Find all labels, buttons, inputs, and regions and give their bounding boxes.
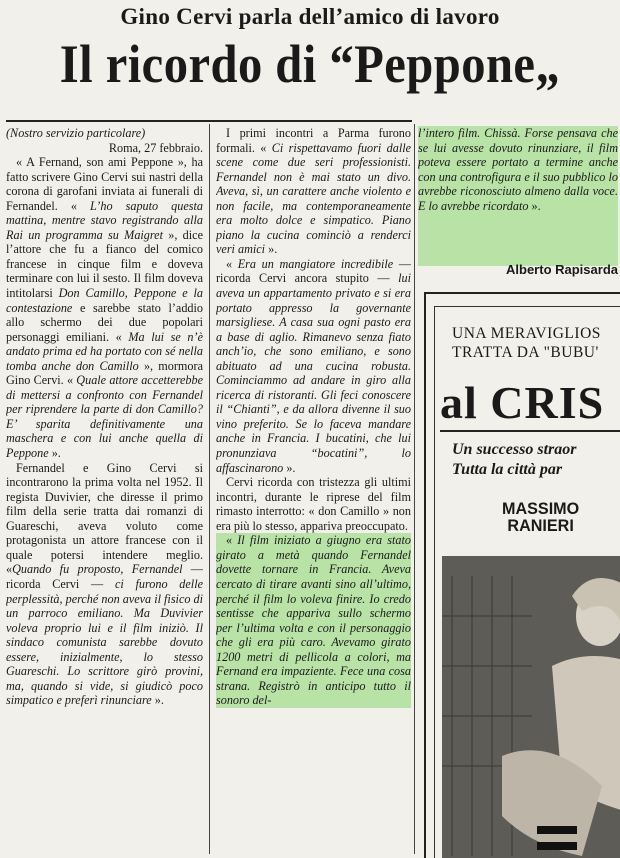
column-divider-2 [414,124,415,854]
paragraph: Fernandel e Gino Cervi si incontrarono la prima volta nel 1952. Il regista Duvivier, che diresse il primo film della serie tratta dai romanzi di Guareschi, aveva voluto come protagonista un attore francese con il quale potersi intendere meglio. «Quando fu proposto, Fernandel — ricorda Cervi — ci furono delle perplessità, perché non aveva il fisico di un parroco emiliano. Ma Duvivier voleva proprio lui e il film iniziò. Il sindaco comunista sarebbe dovuto essere, inizialmente, lo stesso Guareschi. Lo scrittore girò provini, ma, quando si vide, si giudicò poco simpatico e preferì rinunciare ». [6,460,203,708]
article-column-3 [418,126,618,266]
cinema-advertisement [424,292,620,858]
ad-divider [440,430,620,432]
article-column-1 [6,126,203,854]
dateline-place: Roma, 27 febbraio. [108,140,203,155]
ad-tagline: UNA MERAVIGLIOS TRATTA DA "BUBU' [452,325,601,361]
headline-rule [6,120,412,122]
article-column-2 [216,126,411,854]
paragraph: Cervi ricorda con tristezza gli ultimi incontri, durante le riprese del film rimasto interrotto: « don Camillo » non era più lo stesso, appariva preoccupato. [216,475,411,533]
column-divider-1 [209,124,210,854]
highlighted-paragraph: « Il film iniziato a giugno era stato girato a metà quando Fernandel dovette tornare in Francia. Aveva cercato di tirare avanti sino all’ultimo, perché il film lo voleva finire. Io credo sentisse che appariva sullo schermo per l’ultima volta e con il personaggio che gli era più caro. Avevamo girato 1200 metri di pellicola a colori, ma Fernand era impaziente. Fece una cosa strana. Registrò in anticipo tutto il sonoro del- [216,533,411,708]
ad-photo [442,556,620,858]
article-headline: Il ricordo di “Peppone„ [59,34,561,94]
ad-star-name: MASSIMO RANIERI [502,499,580,535]
paragraph: I primi incontri a Parma furono formali. « Ci rispettavamo fuori dalle scene come due seri professionisti. Fernandel non è mai stato un divo. Aveva, sì, un carattere anche violento e non facile, ma contemporaneamente era molto dolce e simpatico. Piano piano la cucina cominciò a renderci veri amici ». [216,126,411,257]
dateline [6,126,203,141]
ad-title: al CRIS [440,377,605,428]
paragraph: « A Fernand, son ami Peppone », ha fatto scrivere Gino Cervi sui nastri della corona di garofani inviata ai funerali di Fernandel. « L’ho saputo questa mattina, mentre stavo registrando alla Rai un programma su Maigret », dice l’attore che fu a fianco del comico francese in cinque film e doveva terminare con lui il sesto. Il film doveva intitolarsi Don Camillo, Peppone e la contestazione e sarebbe stato l’addio allo schermo dei due popolari personaggi emiliani. « Ma lui se n’è andato prima ed ha portato con sé nella tomba anche don Camillo », mormora Gino Cervi. « Quale attore accetterebbe di mettersi a confronto con Fernandel per riprendere la parte di don Camillo? E’ sparita definitivamente una maschera e con lui anche quella di Peppone ». [6,155,203,461]
highlighted-paragraph: l’intero film. Chissà. Forse pensava che se lui avesse dovuto rinunziare, il film poteva essere portato a termine anche con una controfigura e il suo pubblico lo avrebbe riconosciuto almeno dalla voce. E lo avrebbe ricordato ». [418,126,618,213]
dateline-source: (Nostro servizio particolare) [6,126,146,140]
ad-subtitle: Un successo straor Tutta la città par [452,441,577,478]
paragraph: « Era un mangiatore incredibile — ricorda Cervi ancora stupito — lui aveva un appartamento privato e si era portato appresso la governante marsigliese. A casa sua ogni pasto era a base di aglio. Rimanevo senza fiato anch’io, che sono emiliano, e sono abituato ad una cucina robusta. Cominciammo ad andare in giro alla ricerca di ristoranti. Gli feci conoscere il “Chianti”, e da allora divenne il suo vino preferito. Se lo faceva mandare anche in Francia. I bucatini, che lui pronunziava “bocatini”, lo affascinarono ». [216,256,411,475]
article-byline: Alberto Rapisarda [506,262,618,277]
article-subhead: Gino Cervi parla dell’amico di lavoro [120,4,500,29]
